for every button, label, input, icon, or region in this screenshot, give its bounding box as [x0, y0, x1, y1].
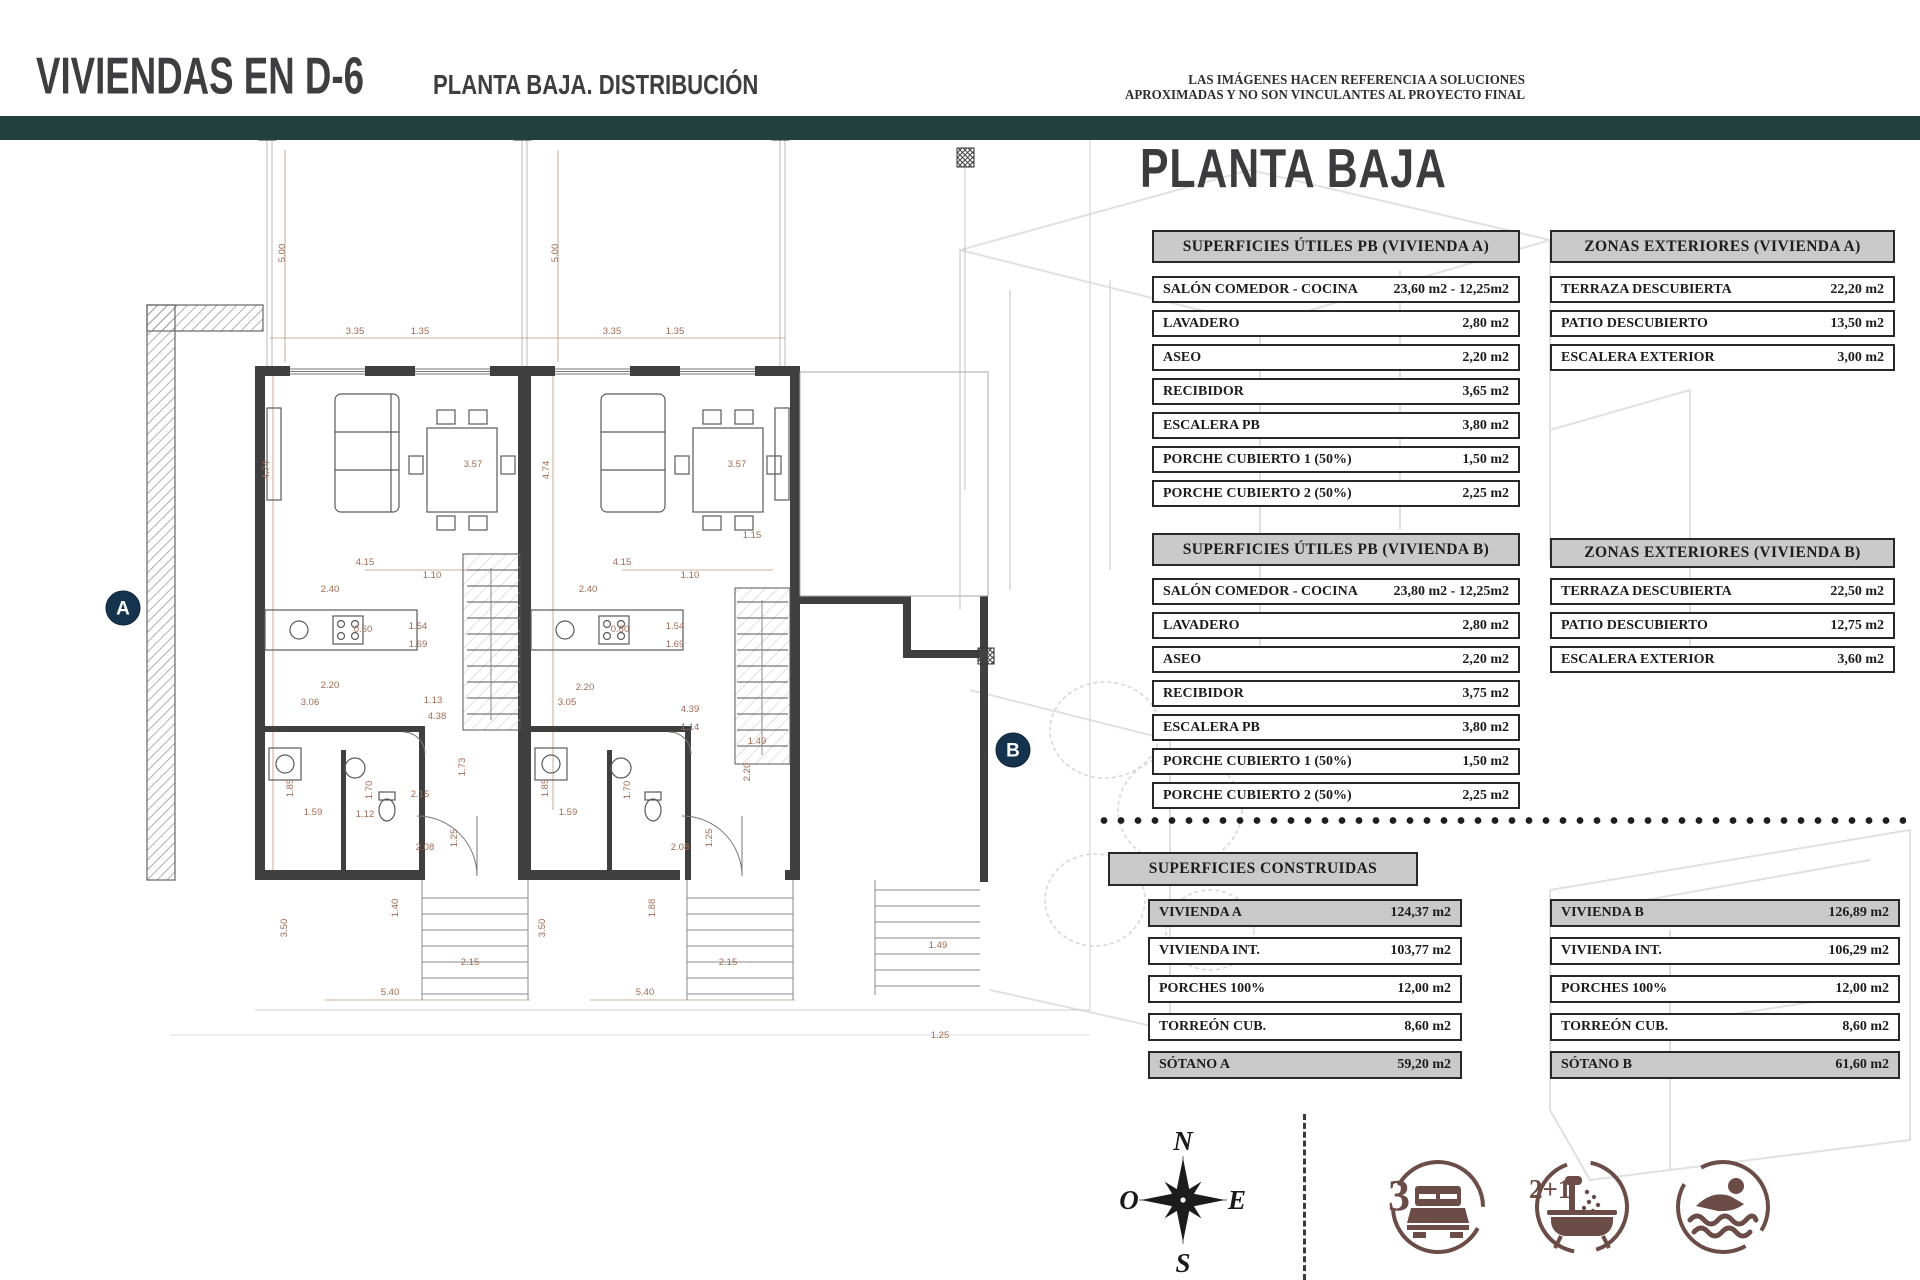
- dimension-label: 1.49: [747, 736, 767, 747]
- row-label: ASEO: [1163, 349, 1202, 365]
- table-row: [1550, 899, 1900, 927]
- pool-icon: [1690, 1178, 1756, 1236]
- pool-feature: [1668, 1150, 1778, 1264]
- row-value: 23,80 m2 - 12,25m2: [1393, 583, 1509, 599]
- dimension-label: 1.35: [665, 326, 685, 337]
- dimension-label: 1.59: [303, 807, 323, 818]
- dimension-label: 1.14: [680, 722, 700, 733]
- table-row: [1148, 899, 1462, 927]
- dimension-label: 4.38: [427, 711, 447, 722]
- header-divider-bar: [0, 116, 1920, 140]
- table-row: [1148, 1051, 1462, 1079]
- row-value: 1,50 m2: [1462, 753, 1509, 769]
- dimension-label: 1.85: [285, 778, 296, 798]
- row-value: 2,25 m2: [1462, 485, 1509, 501]
- row-label: LAVADERO: [1163, 315, 1240, 331]
- table-row: [1550, 646, 1895, 673]
- row-label: ESCALERA PB: [1163, 417, 1260, 433]
- row-label: PORCHES 100%: [1561, 981, 1668, 996]
- dimension-label: 0.60: [610, 624, 630, 635]
- section-title-planta-baja: PLANTA BAJA: [1140, 137, 1447, 199]
- dimension-label: 1.69: [665, 639, 685, 650]
- row-label: LAVADERO: [1163, 617, 1240, 633]
- page-title-sub: PLANTA BAJA. DISTRIBUCIÓN: [432, 68, 759, 101]
- dimension-label: 1.69: [408, 639, 428, 650]
- row-value: 22,20 m2: [1830, 281, 1884, 297]
- table-header-zonas-b: ZONAS EXTERIORES (VIVIENDA B): [1550, 538, 1895, 568]
- dimension-label: 1.73: [457, 757, 468, 777]
- page-title-main: VIVIENDAS EN D-6: [36, 46, 364, 105]
- table-row: [1550, 310, 1895, 337]
- row-value: 13,50 m2: [1830, 315, 1884, 331]
- row-value: 106,29 m2: [1828, 943, 1889, 958]
- dimension-label: 1.10: [680, 570, 700, 581]
- row-value: 2,80 m2: [1462, 617, 1509, 633]
- row-label: SALÓN COMEDOR - COCINA: [1163, 583, 1358, 599]
- dimension-label: 1.70: [622, 780, 633, 800]
- table-row: [1152, 646, 1520, 673]
- dimension-label: 3.57: [727, 459, 747, 470]
- table-row: [1152, 612, 1520, 639]
- table-construidas-a: [1148, 899, 1462, 1089]
- dimension-label: 3.50: [537, 918, 548, 938]
- row-value: 23,60 m2 - 12,25m2: [1393, 281, 1509, 297]
- row-value: 3,80 m2: [1462, 417, 1509, 433]
- row-value: 2,20 m2: [1462, 349, 1509, 365]
- compass-rose: [1115, 1120, 1265, 1280]
- dimension-label: 1.85: [540, 778, 551, 798]
- table-row: [1152, 412, 1520, 439]
- dimension-labels: [261, 244, 949, 1041]
- dimension-label: 1.35: [410, 326, 430, 337]
- page-title: [36, 46, 816, 105]
- row-label: PATIO DESCUBIERTO: [1561, 315, 1708, 331]
- row-value: 61,60 m2: [1835, 1057, 1889, 1072]
- row-label: RECIBIDOR: [1163, 685, 1244, 701]
- dimension-label: 2.40: [578, 584, 598, 595]
- table-row: [1152, 680, 1520, 707]
- disclaimer-text: [1122, 72, 1525, 102]
- dimension-label: 3.35: [345, 326, 365, 337]
- table-row: [1152, 748, 1520, 775]
- exterior-stairs: [170, 880, 1090, 1035]
- row-label: PORCHE CUBIERTO 2 (50%): [1163, 787, 1352, 803]
- table-row: [1152, 714, 1520, 741]
- row-value: 1,50 m2: [1462, 451, 1509, 467]
- table-header-utiles-b: SUPERFICIES ÚTILES PB (VIVIENDA B): [1152, 533, 1520, 566]
- table-row: [1550, 276, 1895, 303]
- table-header-construidas: SUPERFICIES CONSTRUIDAS: [1108, 852, 1418, 886]
- row-value: 2,20 m2: [1462, 651, 1509, 667]
- table-utiles-b: [1152, 578, 1520, 816]
- dimension-label: 2.15: [460, 957, 480, 968]
- terrace-b-outline: [800, 372, 988, 596]
- row-value: 3,65 m2: [1462, 383, 1509, 399]
- retaining-wall: [147, 305, 263, 880]
- compass-south-label: S: [1175, 1248, 1191, 1278]
- dimension-label: 4.74: [261, 460, 272, 480]
- bathrooms-feature: [1527, 1150, 1637, 1264]
- dimension-label: 1.54: [408, 621, 428, 632]
- bed-icon: [1407, 1186, 1469, 1238]
- dimension-label: 2.08: [415, 842, 435, 853]
- table-row: [1550, 612, 1895, 639]
- row-value: 3,80 m2: [1462, 719, 1509, 735]
- row-label: VIVIENDA A: [1159, 905, 1242, 920]
- table-construidas-b: [1550, 899, 1900, 1089]
- dimension-label: 5.40: [635, 987, 655, 998]
- table-row: [1550, 1013, 1900, 1041]
- row-label: SÓTANO A: [1159, 1057, 1230, 1072]
- plan-edge-dashed-line: [1303, 1114, 1306, 1280]
- dimension-label: 2.40: [320, 584, 340, 595]
- dimension-label: 1.25: [704, 828, 715, 848]
- dimension-label: 2.08: [670, 842, 690, 853]
- dimension-label: 2.20: [742, 762, 753, 782]
- dimension-label: 3.57: [463, 459, 483, 470]
- bedrooms-count: 3: [1388, 1171, 1410, 1220]
- table-row: [1152, 578, 1520, 605]
- dimension-label: 1.70: [364, 780, 375, 800]
- row-value: 3,75 m2: [1462, 685, 1509, 701]
- row-value: 59,20 m2: [1397, 1057, 1451, 1072]
- dimension-label: 5.00: [550, 243, 561, 263]
- row-label: VIVIENDA B: [1561, 905, 1644, 920]
- unit-marker-label: A: [116, 598, 130, 620]
- row-label: SALÓN COMEDOR - COCINA: [1163, 281, 1358, 297]
- bathrooms-count: 2+1: [1529, 1174, 1572, 1204]
- dimension-label: 3.50: [279, 918, 290, 938]
- dimension-label: 2.20: [575, 682, 595, 693]
- dimension-label: 2.15: [718, 957, 738, 968]
- row-value: 8,60 m2: [1842, 1019, 1889, 1034]
- row-label: PORCHE CUBIERTO 1 (50%): [1163, 753, 1352, 769]
- row-value: 22,50 m2: [1830, 583, 1884, 599]
- dimension-label: 4.15: [612, 557, 632, 568]
- row-label: PORCHES 100%: [1159, 981, 1266, 996]
- table-row: [1550, 1051, 1900, 1079]
- row-label: SÓTANO B: [1561, 1057, 1632, 1072]
- table-zonas-a: [1550, 276, 1895, 378]
- dimension-label: 1.25: [449, 828, 460, 848]
- compass-north-label: N: [1173, 1126, 1193, 1156]
- row-value: 103,77 m2: [1390, 943, 1451, 958]
- table-row: [1152, 344, 1520, 371]
- row-value: 12,00 m2: [1835, 981, 1889, 996]
- dimension-label: 1.13: [423, 695, 443, 706]
- floor-plan: [85, 110, 1145, 1060]
- table-row: [1152, 446, 1520, 473]
- table-row: [1550, 937, 1900, 965]
- row-label: ASEO: [1163, 651, 1202, 667]
- table-row: [1152, 378, 1520, 405]
- table-header-utiles-a: SUPERFICIES ÚTILES PB (VIVIENDA A): [1152, 230, 1520, 263]
- table-row: [1550, 578, 1895, 605]
- dimension-label: 1.88: [647, 898, 658, 918]
- row-value: 8,60 m2: [1404, 1019, 1451, 1034]
- row-label: PORCHE CUBIERTO 1 (50%): [1163, 451, 1352, 467]
- dimension-label: 1.54: [665, 621, 685, 632]
- dimension-label: 1.12: [355, 809, 375, 820]
- row-label: RECIBIDOR: [1163, 383, 1244, 399]
- row-label: PATIO DESCUBIERTO: [1561, 617, 1708, 633]
- row-label: TORREÓN CUB.: [1159, 1019, 1267, 1034]
- row-value: 3,00 m2: [1837, 349, 1884, 365]
- dimension-label: 3.05: [557, 697, 577, 708]
- dimension-label: 1.15: [742, 530, 762, 541]
- table-row: [1148, 937, 1462, 965]
- row-value: 12,75 m2: [1830, 617, 1884, 633]
- row-value: 12,00 m2: [1397, 981, 1451, 996]
- dimension-label: 1.49: [928, 940, 948, 951]
- dimension-label: 4.74: [541, 460, 552, 480]
- table-row: [1152, 276, 1520, 303]
- row-value: 126,89 m2: [1828, 905, 1889, 920]
- dimension-label: 0.60: [353, 624, 373, 635]
- unit-marker-label: B: [1006, 740, 1020, 762]
- table-row: [1152, 782, 1520, 809]
- bedrooms-feature: [1383, 1150, 1493, 1264]
- table-utiles-a: [1152, 276, 1520, 514]
- stairs-a: [463, 554, 520, 730]
- row-label: VIVIENDA INT.: [1159, 943, 1260, 958]
- table-header-zonas-a: ZONAS EXTERIORES (VIVIENDA A): [1550, 230, 1895, 263]
- disclaimer-line-1: LAS IMÁGENES HACEN REFERENCIA A SOLUCIONES: [1188, 72, 1525, 87]
- dotted-separator: [1100, 816, 1906, 825]
- table-row: [1550, 344, 1895, 371]
- row-value: 124,37 m2: [1390, 905, 1451, 920]
- doors: [403, 732, 742, 876]
- row-label: ESCALERA EXTERIOR: [1561, 349, 1715, 365]
- dimension-label: 2.15: [410, 789, 430, 800]
- row-label: TERRAZA DESCUBIERTA: [1561, 583, 1732, 599]
- dimension-label: 1.25: [930, 1030, 950, 1041]
- dimension-label: 4.15: [355, 557, 375, 568]
- dimension-label: 3.06: [300, 697, 320, 708]
- row-label: ESCALERA PB: [1163, 719, 1260, 735]
- compass-east-label: E: [1227, 1185, 1247, 1215]
- row-value: 3,60 m2: [1837, 651, 1884, 667]
- dimension-label: 4.39: [680, 704, 700, 715]
- dimension-label: 3.35: [602, 326, 622, 337]
- dimension-label: 1.40: [390, 898, 401, 918]
- dimension-label: 5.40: [380, 987, 400, 998]
- table-row: [1550, 975, 1900, 1003]
- row-label: ESCALERA EXTERIOR: [1561, 651, 1715, 667]
- row-value: 2,80 m2: [1462, 315, 1509, 331]
- dimension-label: 1.59: [558, 807, 578, 818]
- dimension-label: 2.20: [320, 680, 340, 691]
- row-value: 2,25 m2: [1462, 787, 1509, 803]
- table-row: [1148, 1013, 1462, 1041]
- table-row: [1152, 310, 1520, 337]
- table-zonas-b: [1550, 578, 1895, 680]
- row-label: VIVIENDA INT.: [1561, 943, 1662, 958]
- dimension-label: 5.00: [277, 243, 288, 263]
- disclaimer-line-2: APROXIMADAS Y NO SON VINCULANTES AL PROYECTO FINAL: [1124, 87, 1525, 102]
- row-label: TORREÓN CUB.: [1561, 1019, 1669, 1034]
- table-row: [1152, 480, 1520, 507]
- unit-markers: [106, 591, 1030, 767]
- column-marker: [978, 648, 994, 664]
- bath-circle: [1530, 1155, 1634, 1259]
- table-row: [1148, 975, 1462, 1003]
- compass-west-label: O: [1119, 1185, 1139, 1215]
- dimension-label: 1.10: [422, 570, 442, 581]
- row-label: PORCHE CUBIERTO 2 (50%): [1163, 485, 1352, 501]
- row-label: TERRAZA DESCUBIERTA: [1561, 281, 1732, 297]
